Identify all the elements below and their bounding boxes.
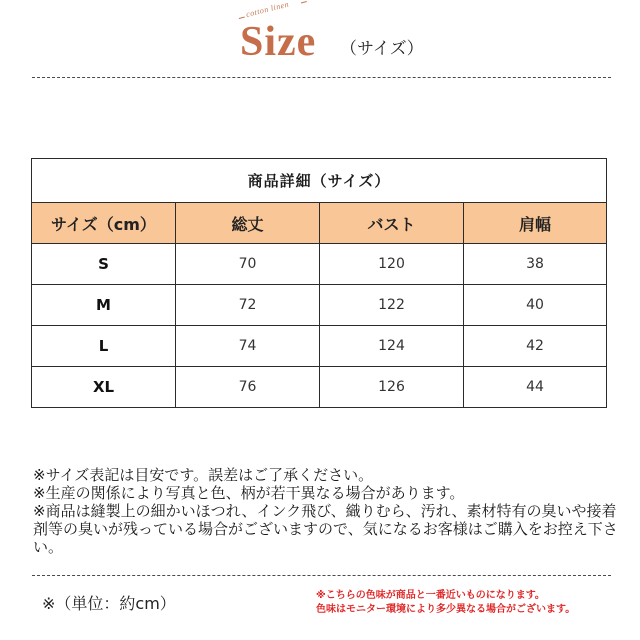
note-size-guide: ※サイズ表記は目安です。誤差はご了承ください。 bbox=[33, 466, 374, 484]
table-row bbox=[32, 326, 607, 367]
total-length-cell: 76 bbox=[176, 367, 320, 408]
logo-tagline: cotton linen bbox=[245, 0, 307, 26]
table-title: 商品詳細（サイズ） bbox=[32, 159, 607, 203]
color-note-line: 色味はモニター環境により多少異なる場合がございます。 bbox=[316, 604, 576, 615]
column-header-bust: バスト bbox=[320, 203, 464, 244]
column-header-total-length: 総丈 bbox=[176, 203, 320, 244]
shoulder-cell: 44 bbox=[464, 367, 607, 408]
size-logo: Size bbox=[240, 19, 317, 65]
top-divider bbox=[32, 77, 611, 78]
bottom-divider bbox=[32, 575, 611, 576]
size-subtitle: （サイズ） bbox=[340, 39, 424, 59]
shoulder-cell: 42 bbox=[464, 326, 607, 367]
color-note bbox=[316, 589, 626, 617]
bust-cell: 126 bbox=[320, 367, 464, 408]
size-table bbox=[31, 158, 607, 408]
bust-cell: 122 bbox=[320, 285, 464, 326]
size-cell: L bbox=[32, 326, 176, 367]
table-row bbox=[32, 285, 607, 326]
size-cell: M bbox=[32, 285, 176, 326]
size-cell: XL bbox=[32, 367, 176, 408]
shoulder-cell: 38 bbox=[464, 244, 607, 285]
shoulder-cell: 40 bbox=[464, 285, 607, 326]
unit-note: ※（単位：約cm） bbox=[42, 594, 176, 613]
total-length-cell: 74 bbox=[176, 326, 320, 367]
table-row bbox=[32, 367, 607, 408]
bust-cell: 120 bbox=[320, 244, 464, 285]
table-row bbox=[32, 244, 607, 285]
note-color-variation: ※生産の関係により写真と色、柄が若干異なる場合があります。 bbox=[33, 484, 465, 502]
table-header-row bbox=[32, 203, 607, 244]
note-product-condition: ※商品は縫製上の細かいほつれ、インク飛び、織りむら、汚れ、素材特有の臭いや接着剤等の臭いが残っている場合がございますので、気になるお客様はご購入をお控え下さい。 bbox=[33, 502, 618, 556]
total-length-cell: 72 bbox=[176, 285, 320, 326]
column-header-size: サイズ（cm） bbox=[32, 203, 176, 244]
bust-cell: 124 bbox=[320, 326, 464, 367]
notes bbox=[33, 466, 623, 556]
color-note-line: ※こちらの色味が商品と一番近いものになります。 bbox=[316, 590, 545, 601]
size-header bbox=[0, 0, 640, 78]
column-header-shoulder: 肩幅 bbox=[464, 203, 607, 244]
size-cell: S bbox=[32, 244, 176, 285]
total-length-cell: 70 bbox=[176, 244, 320, 285]
